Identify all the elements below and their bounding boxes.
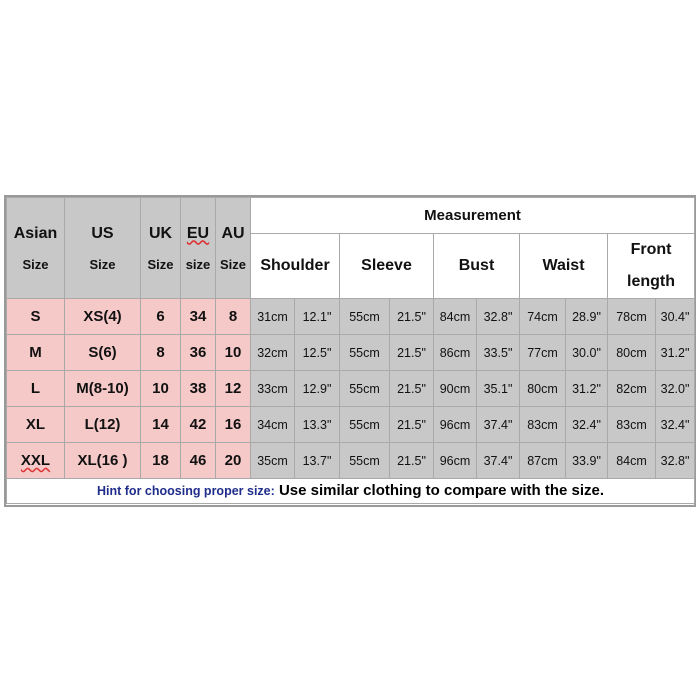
asian-size-cell: S	[7, 299, 65, 335]
col-header-asian-size	[7, 198, 65, 299]
waist-in-cell: 33.9"	[566, 443, 608, 479]
sleeve-cm-cell: 55cm	[340, 407, 390, 443]
shoulder-in-cell: 12.9"	[295, 371, 340, 407]
bust-cm-cell: 86cm	[434, 335, 477, 371]
asian-size-cell: XXL	[7, 443, 65, 479]
col-header-uk-size	[141, 198, 181, 299]
sleeve-in-cell: 21.5"	[390, 371, 434, 407]
eu-size-cell: 42	[181, 407, 216, 443]
sleeve-in-cell: 21.5"	[390, 407, 434, 443]
waist-cm-cell: 77cm	[520, 335, 566, 371]
header-sub-label: Size	[22, 256, 49, 272]
shoulder-cm-cell: 35cm	[251, 443, 295, 479]
shoulder-in-cell: 13.7"	[295, 443, 340, 479]
hint-cell	[7, 479, 695, 504]
data-rows	[7, 299, 695, 479]
us-size-cell: M(8-10)	[65, 371, 141, 407]
au-size-cell: 8	[216, 299, 251, 335]
front-length-in-cell: 31.2"	[656, 335, 695, 371]
front-length-cm-cell: 84cm	[608, 443, 656, 479]
bust-in-cell: 37.4"	[477, 407, 520, 443]
group-header-bust: Bust	[434, 234, 520, 299]
hint-label: Hint for choosing proper size:	[97, 484, 275, 498]
header-sub-label: Size	[147, 256, 174, 272]
shoulder-cm-cell: 34cm	[251, 407, 295, 443]
bust-in-cell: 32.8"	[477, 299, 520, 335]
size-table	[6, 197, 695, 504]
front-length-cm-cell: 82cm	[608, 371, 656, 407]
shoulder-in-cell: 12.1"	[295, 299, 340, 335]
us-size-cell: XL(16 )	[65, 443, 141, 479]
eu-size-cell: 38	[181, 371, 216, 407]
table-row	[7, 371, 695, 407]
sleeve-cm-cell: 55cm	[340, 335, 390, 371]
front-length-cm-cell: 83cm	[608, 407, 656, 443]
bust-in-cell: 37.4"	[477, 443, 520, 479]
header-main-label: UK	[148, 224, 173, 242]
header-row-top	[7, 198, 695, 234]
table-row	[7, 443, 695, 479]
us-size-cell: XS(4)	[65, 299, 141, 335]
sleeve-cm-cell: 55cm	[340, 443, 390, 479]
waist-in-cell: 32.4"	[566, 407, 608, 443]
group-header-front-length	[608, 234, 695, 299]
size-chart	[4, 195, 696, 507]
table-row	[7, 407, 695, 443]
waist-cm-cell: 80cm	[520, 371, 566, 407]
eu-size-cell: 36	[181, 335, 216, 371]
uk-size-cell: 6	[141, 299, 181, 335]
us-size-cell: S(6)	[65, 335, 141, 371]
sleeve-cm-cell: 55cm	[340, 371, 390, 407]
shoulder-in-cell: 12.5"	[295, 335, 340, 371]
front-length-cm-cell: 80cm	[608, 335, 656, 371]
shoulder-cm-cell: 31cm	[251, 299, 295, 335]
waist-cm-cell: 74cm	[520, 299, 566, 335]
au-size-cell: 16	[216, 407, 251, 443]
front-length-cm-cell: 78cm	[608, 299, 656, 335]
eu-size-cell: 34	[181, 299, 216, 335]
header-sub-label: size	[185, 256, 211, 272]
bust-cm-cell: 90cm	[434, 371, 477, 407]
shoulder-cm-cell: 33cm	[251, 371, 295, 407]
header-sub-label: Size	[219, 256, 246, 272]
header-main-label: US	[91, 224, 114, 242]
waist-in-cell: 30.0"	[566, 335, 608, 371]
header-main-label: AU	[221, 224, 245, 242]
sleeve-in-cell: 21.5"	[390, 443, 434, 479]
bust-cm-cell: 84cm	[434, 299, 477, 335]
shoulder-cm-cell: 32cm	[251, 335, 295, 371]
uk-size-cell: 14	[141, 407, 181, 443]
asian-size-cell: XL	[7, 407, 65, 443]
header-sub-label: Size	[89, 256, 116, 272]
col-header-eu-size	[181, 198, 216, 299]
col-header-us-size	[65, 198, 141, 299]
sleeve-cm-cell: 55cm	[340, 299, 390, 335]
group-header-sleeve: Sleeve	[340, 234, 434, 299]
bust-in-cell: 33.5"	[477, 335, 520, 371]
uk-size-cell: 18	[141, 443, 181, 479]
col-header-au-size	[216, 198, 251, 299]
waist-cm-cell: 83cm	[520, 407, 566, 443]
eu-size-cell: 46	[181, 443, 216, 479]
us-size-cell: L(12)	[65, 407, 141, 443]
sleeve-in-cell: 21.5"	[390, 335, 434, 371]
asian-size-cell: M	[7, 335, 65, 371]
hint-text: Use similar clothing to compare with the size.	[274, 482, 605, 499]
uk-size-cell: 8	[141, 335, 181, 371]
au-size-cell: 20	[216, 443, 251, 479]
bust-cm-cell: 96cm	[434, 407, 477, 443]
table-row	[7, 335, 695, 371]
table-row	[7, 299, 695, 335]
front-length-in-cell: 30.4"	[656, 299, 695, 335]
shoulder-in-cell: 13.3"	[295, 407, 340, 443]
uk-size-cell: 10	[141, 371, 181, 407]
asian-size-cell: L	[7, 371, 65, 407]
group-header-shoulder: Shoulder	[251, 234, 340, 299]
hint-row	[7, 479, 695, 504]
front-length-in-cell: 32.8"	[656, 443, 695, 479]
front-length-in-cell: 32.4"	[656, 407, 695, 443]
header-main-label: EU	[186, 224, 210, 242]
waist-in-cell: 31.2"	[566, 371, 608, 407]
bust-in-cell: 35.1"	[477, 371, 520, 407]
header-main-label: Asian	[13, 224, 58, 242]
front-length-line-2: length	[627, 273, 676, 290]
sleeve-in-cell: 21.5"	[390, 299, 434, 335]
au-size-cell: 10	[216, 335, 251, 371]
waist-cm-cell: 87cm	[520, 443, 566, 479]
front-length-in-cell: 32.0"	[656, 371, 695, 407]
bust-cm-cell: 96cm	[434, 443, 477, 479]
au-size-cell: 12	[216, 371, 251, 407]
group-header-waist: Waist	[520, 234, 608, 299]
waist-in-cell: 28.9"	[566, 299, 608, 335]
front-length-line-1: Front	[630, 241, 672, 258]
measurement-header: Measurement	[251, 198, 695, 234]
